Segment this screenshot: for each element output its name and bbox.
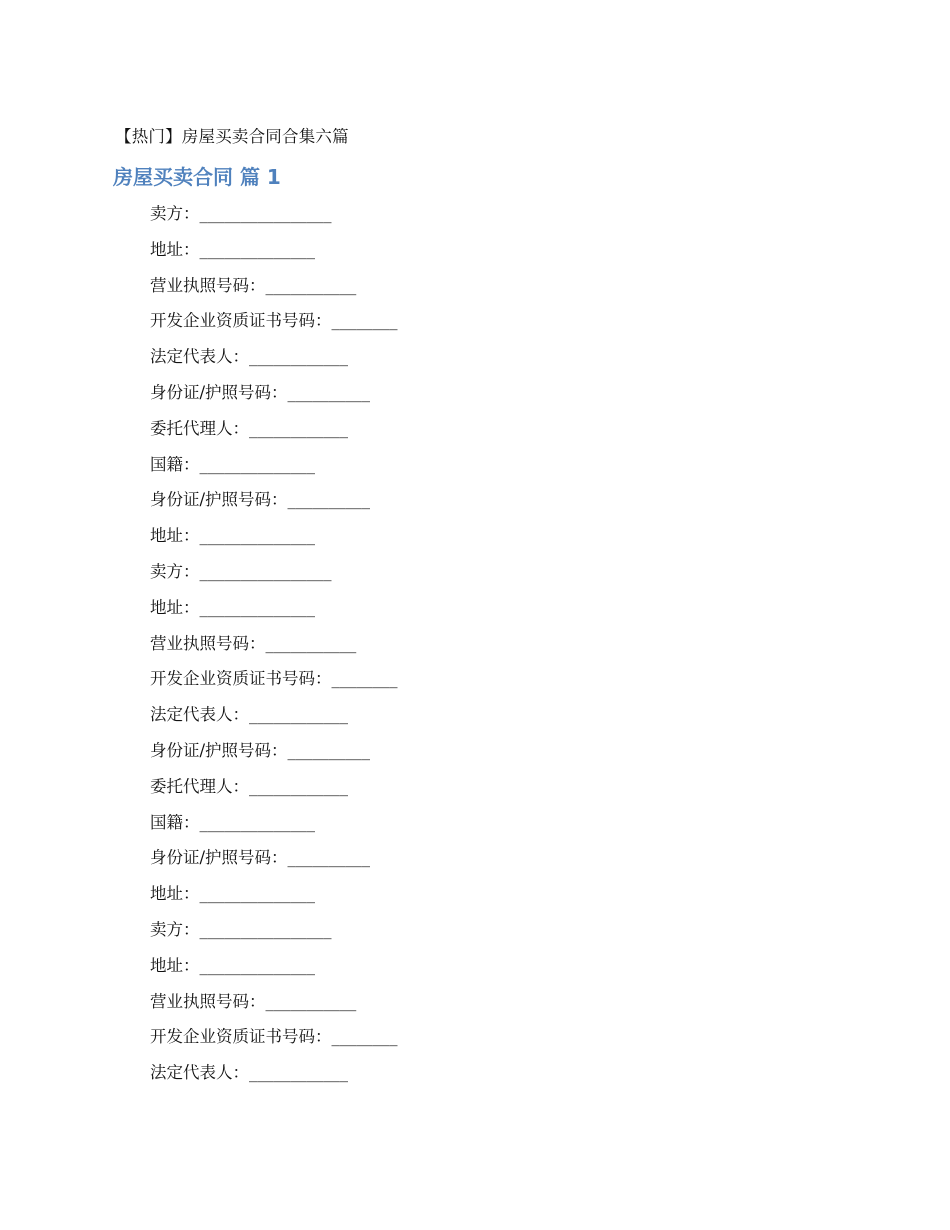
field-line: 身份证/护照号码：__________ bbox=[150, 490, 371, 510]
field-line: 地址：______________ bbox=[150, 955, 315, 975]
field-line: 卖方：________________ bbox=[150, 561, 332, 581]
field-line: 营业执照号码：___________ bbox=[150, 633, 357, 653]
field-line: 营业执照号码：___________ bbox=[150, 991, 357, 1011]
field-line: 地址：______________ bbox=[150, 884, 315, 904]
field-line: 开发企业资质证书号码：________ bbox=[150, 1027, 398, 1047]
field-line: 开发企业资质证书号码：________ bbox=[150, 669, 398, 689]
field-line: 法定代表人：____________ bbox=[150, 705, 348, 725]
field-line: 地址：______________ bbox=[150, 239, 315, 259]
field-line: 法定代表人：____________ bbox=[150, 347, 348, 367]
field-line: 身份证/护照号码：__________ bbox=[150, 848, 371, 868]
field-line: 地址：______________ bbox=[150, 597, 315, 617]
document-title: 【热门】房屋买卖合同合集六篇 bbox=[115, 127, 349, 146]
field-line: 营业执照号码：___________ bbox=[150, 275, 357, 295]
field-list bbox=[150, 200, 398, 1095]
field-line: 委托代理人：____________ bbox=[150, 776, 348, 796]
field-line: 地址：______________ bbox=[150, 526, 315, 546]
field-line: 法定代表人：____________ bbox=[150, 1063, 348, 1083]
field-line: 开发企业资质证书号码：________ bbox=[150, 311, 398, 331]
field-line: 身份证/护照号码：__________ bbox=[150, 382, 371, 402]
field-line: 身份证/护照号码：__________ bbox=[150, 740, 371, 760]
field-line: 国籍：______________ bbox=[150, 454, 315, 474]
field-line: 委托代理人：____________ bbox=[150, 418, 348, 438]
field-line: 国籍：______________ bbox=[150, 812, 315, 832]
field-line: 卖方：________________ bbox=[150, 919, 332, 939]
section-heading: 房屋买卖合同 篇 1 bbox=[113, 165, 281, 189]
field-line: 卖方：________________ bbox=[150, 204, 332, 223]
